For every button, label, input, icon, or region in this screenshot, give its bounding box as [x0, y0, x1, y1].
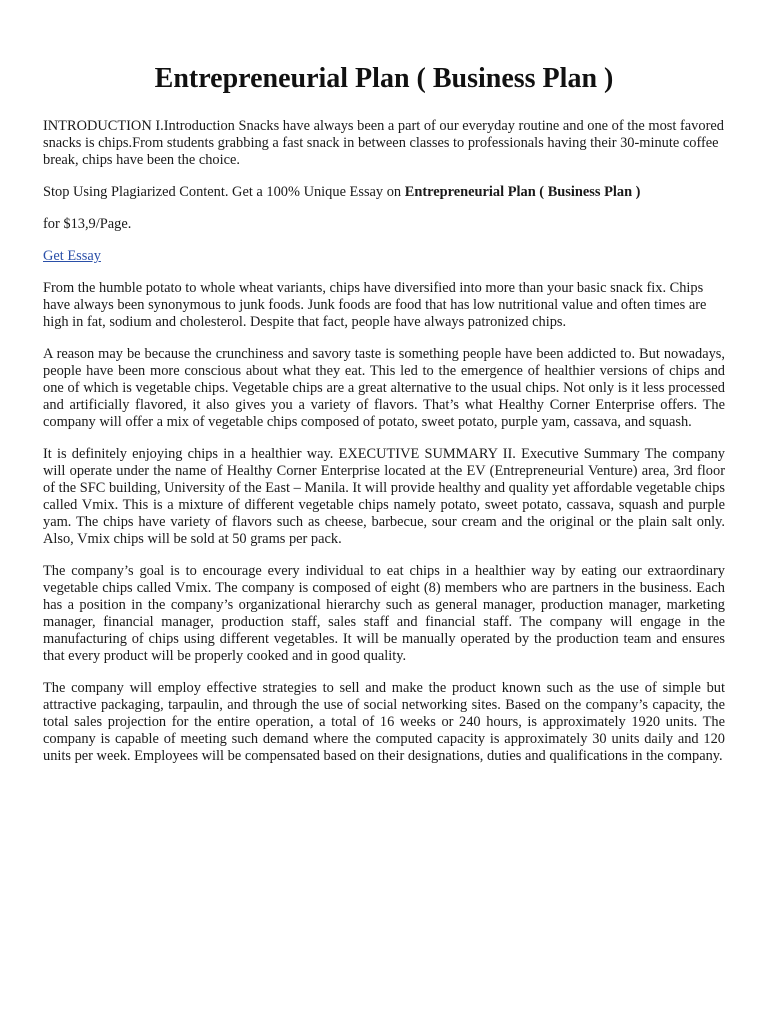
body-paragraph-5: The company will employ effective strategies to sell and make the product known such as the use of simple but attractive packaging, tarpaulin, and through the use of social networking sites. Based on the company’s capacity, the total sales projection for the entire operation, a total of 16 weeks or 240 hours, is approximately 1920 units. The company is capable of meeting such demand where the computed capacity is approximately 30 units daily and 120 units per week. Employees will be compensated based on their designations, duties and qualifications in the company.: [43, 680, 725, 764]
get-essay-link[interactable]: Get Essay: [43, 248, 101, 264]
page-title: Entrepreneurial Plan ( Business Plan ): [154, 63, 614, 94]
body-paragraph-4: The company’s goal is to encourage every individual to eat chips in a healthier way by eating our extraordinary vegetable chips called Vmix. The company is composed of eight (8) members who are partners in the business. Each has a position in the company’s organizational hierarchy such as general manager, production manager, marketing manager, financial manager, production staff, sales staff and financial staff. The company will engage in the manufacturing of chips using different vegetables. It will be manually operated by the production team and ensures that every product will be properly cooked and in good quality.: [43, 563, 725, 664]
get-essay-line: [43, 248, 725, 265]
promo-lead-text: Stop Using Plagiarized Content. Get a 100% Unique Essay on: [43, 184, 405, 200]
body-paragraph-1: From the humble potato to whole wheat variants, chips have diversified into more than your basic snack fix. Chips have always been synonymous to junk foods. Junk foods are food that has low nutritional value and often times are high in fat, sodium and cholesterol. Despite that fact, people have always patronized chips.: [43, 280, 707, 330]
promo-essay-title: Entrepreneurial Plan ( Business Plan ): [404, 184, 641, 200]
body-paragraph-2: A reason may be because the crunchiness and savory taste is something people have been addicted to. But nowadays, people have been more conscious about what they eat. This led to the emergence of healthier versions of chips and one of which is vegetable chips. Vegetable chips are a great alternative to the usual chips. Not only is it less processed and artificially flavored, it also gives you a variety of flavors. That’s what Healthy Corner Enterprise offers. The company will offer a mix of vegetable chips composed of potato, sweet potato, purple yam, cassava, and squash.: [43, 346, 725, 430]
body-paragraph-3: It is definitely enjoying chips in a healthier way. EXECUTIVE SUMMARY II. Executive Summary The company will operate under the name of Healthy Corner Enterprise located at the EV (Entrepreneurial Venture) area, 3rd floor of the SFC building, University of the East – Manila. It will provide healthy and quality yet affordable vegetable chips called Vmix. This is a mixture of different vegetable chips namely potato, sweet potato, cassava, squash and purple yam. The chips have variety of flavors such as cheese, barbecue, sour cream and the original or the plain salt only. Also, Vmix chips will be sold at 50 grams per pack.: [43, 446, 725, 547]
intro-paragraph: INTRODUCTION I.Introduction Snacks have always been a part of our everyday routine and one of the most favored snacks is chips.From students grabbing a fast snack in between classes to professionals having their 30-minute coffee break, chips have been the choice.: [43, 118, 724, 168]
promo-line: [43, 184, 725, 201]
promo-price: for $13,9/Page.: [43, 216, 132, 232]
